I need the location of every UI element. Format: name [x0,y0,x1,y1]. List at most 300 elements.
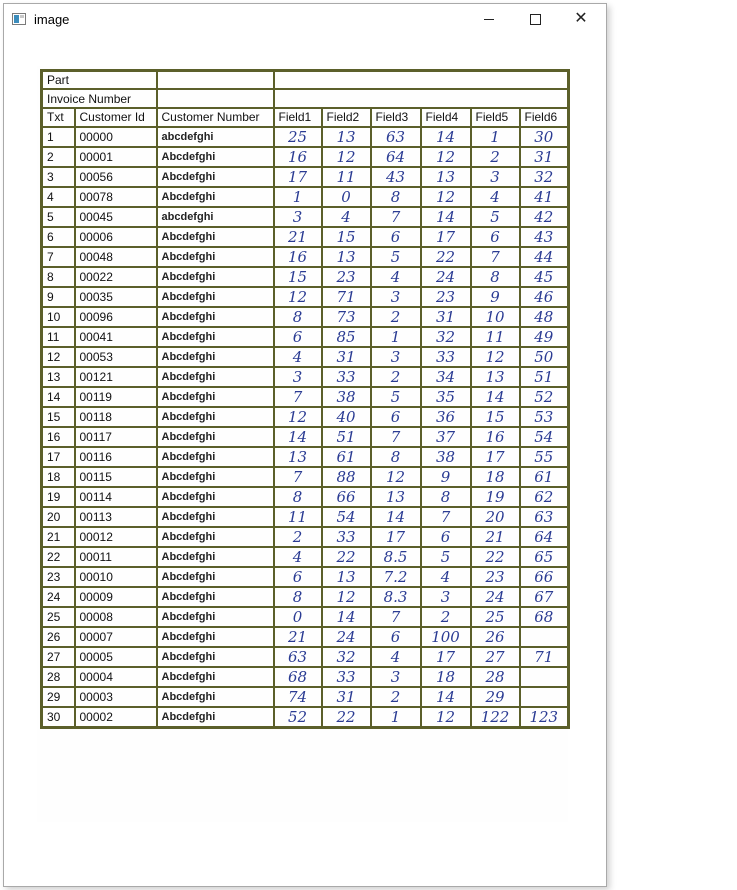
field2-header: Field2 [322,108,371,127]
field5-cell: 21 [471,527,520,547]
field5-cell: 18 [471,467,520,487]
field4-cell: 12 [421,187,471,207]
field1-cell: 0 [274,607,322,627]
table-row [42,527,569,547]
field4-cell: 13 [421,167,471,187]
field4-cell: 23 [421,287,471,307]
customer-number-cell: Abcdefghi [157,447,274,467]
field2-cell: 13 [322,127,371,147]
table-row [42,167,569,187]
txt-cell: 3 [42,167,75,187]
txt-cell: 13 [42,367,75,387]
field2-cell: 31 [322,687,371,707]
customer-number-cell: Abcdefghi [157,427,274,447]
field3-cell: 8 [371,187,421,207]
field4-cell: 35 [421,387,471,407]
customer-id-cell: 00045 [75,207,157,227]
field5-cell: 15 [471,407,520,427]
table-row [42,147,569,167]
txt-cell: 25 [42,607,75,627]
field4-cell: 12 [421,707,471,728]
customer-id-cell: 00002 [75,707,157,728]
field6-cell: 41 [520,187,569,207]
field5-cell: 3 [471,167,520,187]
field2-cell: 32 [322,647,371,667]
field1-cell: 21 [274,227,322,247]
customer-number-cell: Abcdefghi [157,487,274,507]
customer-number-cell: Abcdefghi [157,687,274,707]
field2-cell: 33 [322,527,371,547]
field2-cell: 0 [322,187,371,207]
customer-id-cell: 00022 [75,267,157,287]
txt-cell: 5 [42,207,75,227]
txt-cell: 18 [42,467,75,487]
customer-number-cell: Abcdefghi [157,247,274,267]
field5-cell: 10 [471,307,520,327]
customer-number-cell: Abcdefghi [157,167,274,187]
close-icon: ✕ [574,10,588,27]
field1-cell: 4 [274,547,322,567]
field2-cell: 24 [322,627,371,647]
form-table [40,69,570,729]
field6-cell: 66 [520,567,569,587]
customer-id-cell: 00011 [75,547,157,567]
field3-cell: 6 [371,227,421,247]
field3-cell: 7.2 [371,567,421,587]
customer-number-cell: abcdefghi [157,127,274,147]
customer-number-cell: Abcdefghi [157,287,274,307]
customer-id-cell: 00113 [75,507,157,527]
field6-cell [520,687,569,707]
customer-number-cell: Abcdefghi [157,547,274,567]
field6-cell: 53 [520,407,569,427]
field5-cell: 27 [471,647,520,667]
table-row [42,587,569,607]
customer-id-cell: 00119 [75,387,157,407]
field6-cell: 64 [520,527,569,547]
customer-id-cell: 00010 [75,567,157,587]
txt-cell: 22 [42,547,75,567]
scanned-form [37,66,568,822]
customer-id-cell: 00121 [75,367,157,387]
invoice-label: Invoice Number [42,89,157,108]
field3-cell: 2 [371,687,421,707]
field2-cell: 33 [322,367,371,387]
field2-cell: 12 [322,147,371,167]
field2-cell: 31 [322,347,371,367]
field3-cell: 4 [371,647,421,667]
field1-cell: 52 [274,707,322,728]
field3-cell: 5 [371,247,421,267]
field6-cell: 55 [520,447,569,467]
field6-cell: 123 [520,707,569,728]
field3-cell: 6 [371,627,421,647]
field3-cell: 17 [371,527,421,547]
txt-cell: 1 [42,127,75,147]
invoice-row [42,89,569,108]
field4-cell: 2 [421,607,471,627]
customer-id-cell: 00116 [75,447,157,467]
field6-cell: 61 [520,467,569,487]
field4-cell: 31 [421,307,471,327]
field5-cell: 9 [471,287,520,307]
field2-cell: 15 [322,227,371,247]
field3-cell: 3 [371,347,421,367]
field2-cell: 13 [322,567,371,587]
field1-cell: 7 [274,387,322,407]
field1-cell: 3 [274,367,322,387]
customer-id-cell: 00117 [75,427,157,447]
field6-cell: 32 [520,167,569,187]
txt-cell: 23 [42,567,75,587]
field6-cell: 45 [520,267,569,287]
field6-header: Field6 [520,108,569,127]
table-row [42,427,569,447]
field6-cell: 62 [520,487,569,507]
field3-cell: 7 [371,607,421,627]
table-row [42,327,569,347]
customer-number-cell: Abcdefghi [157,667,274,687]
txt-cell: 15 [42,407,75,427]
field1-cell: 21 [274,627,322,647]
txt-cell: 14 [42,387,75,407]
customer-number-cell: Abcdefghi [157,587,274,607]
customer-id-cell: 00053 [75,347,157,367]
maximize-button[interactable] [512,4,558,34]
table-row [42,407,569,427]
part-value [157,71,274,90]
txt-cell: 21 [42,527,75,547]
field1-cell: 8 [274,307,322,327]
txt-cell: 12 [42,347,75,367]
customer-id-cell: 00118 [75,407,157,427]
field6-cell: 30 [520,127,569,147]
field3-cell: 8 [371,447,421,467]
customer-id-cell: 00048 [75,247,157,267]
field4-cell: 5 [421,547,471,567]
table-row [42,187,569,207]
field6-cell: 63 [520,507,569,527]
field1-cell: 1 [274,187,322,207]
field2-cell: 13 [322,247,371,267]
field4-cell: 6 [421,527,471,547]
customer-number-cell: Abcdefghi [157,407,274,427]
window-title: image [34,11,70,27]
field3-cell: 6 [371,407,421,427]
field6-cell: 52 [520,387,569,407]
field5-cell: 26 [471,627,520,647]
field1-cell: 13 [274,447,322,467]
customer-id-cell: 00035 [75,287,157,307]
table-row [42,267,569,287]
table-row [42,247,569,267]
customer-id-cell: 00041 [75,327,157,347]
table-row [42,287,569,307]
customer-number-cell: Abcdefghi [157,347,274,367]
field1-cell: 8 [274,587,322,607]
field6-cell: 54 [520,427,569,447]
field6-cell: 42 [520,207,569,227]
customer-number-cell: Abcdefghi [157,647,274,667]
customer-number-cell: abcdefghi [157,207,274,227]
customer-number-cell: Abcdefghi [157,367,274,387]
customer-number-cell: Abcdefghi [157,567,274,587]
table-row [42,347,569,367]
app-icon [12,13,26,25]
customer-number-cell: Abcdefghi [157,227,274,247]
title-bar[interactable] [4,4,606,34]
field1-cell: 68 [274,667,322,687]
txt-cell: 26 [42,627,75,647]
customer-id-header: Customer Id [75,108,157,127]
field2-cell: 51 [322,427,371,447]
field5-cell: 16 [471,427,520,447]
field1-header: Field1 [274,108,322,127]
customer-number-cell: Abcdefghi [157,327,274,347]
txt-cell: 7 [42,247,75,267]
field4-cell: 24 [421,267,471,287]
field3-cell: 7 [371,207,421,227]
field4-header: Field4 [421,108,471,127]
field1-cell: 14 [274,427,322,447]
field5-header: Field5 [471,108,520,127]
field2-cell: 33 [322,667,371,687]
field1-cell: 17 [274,167,322,187]
field4-cell: 32 [421,327,471,347]
field3-cell: 13 [371,487,421,507]
field1-cell: 25 [274,127,322,147]
field4-cell: 18 [421,667,471,687]
txt-cell: 10 [42,307,75,327]
field5-cell: 14 [471,387,520,407]
field3-cell: 2 [371,307,421,327]
field6-cell: 44 [520,247,569,267]
field5-cell: 8 [471,267,520,287]
field3-cell: 1 [371,707,421,728]
txt-cell: 24 [42,587,75,607]
field3-cell: 64 [371,147,421,167]
customer-number-cell: Abcdefghi [157,147,274,167]
field3-cell: 1 [371,327,421,347]
customer-number-cell: Abcdefghi [157,607,274,627]
minimize-button[interactable] [466,4,512,34]
customer-id-cell: 00115 [75,467,157,487]
customer-number-cell: Abcdefghi [157,387,274,407]
field5-cell: 5 [471,207,520,227]
field2-cell: 71 [322,287,371,307]
table-row [42,467,569,487]
customer-id-cell: 00004 [75,667,157,687]
txt-header: Txt [42,108,75,127]
field3-cell: 3 [371,287,421,307]
field2-cell: 85 [322,327,371,347]
part-extra [274,71,569,90]
close-button[interactable] [558,4,604,34]
field6-cell: 67 [520,587,569,607]
txt-cell: 9 [42,287,75,307]
field6-cell [520,667,569,687]
field5-cell: 17 [471,447,520,467]
field1-cell: 74 [274,687,322,707]
field4-cell: 22 [421,247,471,267]
field1-cell: 15 [274,267,322,287]
field5-cell: 1 [471,127,520,147]
field4-cell: 100 [421,627,471,647]
field2-cell: 73 [322,307,371,327]
field6-cell: 68 [520,607,569,627]
field1-cell: 16 [274,247,322,267]
part-row [42,71,569,90]
field3-cell: 4 [371,267,421,287]
field4-cell: 33 [421,347,471,367]
field3-cell: 5 [371,387,421,407]
customer-number-cell: Abcdefghi [157,527,274,547]
field5-cell: 24 [471,587,520,607]
field5-cell: 22 [471,547,520,567]
field4-cell: 34 [421,367,471,387]
field4-cell: 4 [421,567,471,587]
field3-cell: 8.5 [371,547,421,567]
table-row [42,647,569,667]
field4-cell: 14 [421,207,471,227]
field4-cell: 9 [421,467,471,487]
field1-cell: 3 [274,207,322,227]
field5-cell: 6 [471,227,520,247]
txt-cell: 11 [42,327,75,347]
table-row [42,507,569,527]
table-row [42,307,569,327]
field5-cell: 19 [471,487,520,507]
txt-cell: 30 [42,707,75,728]
field6-cell: 46 [520,287,569,307]
txt-cell: 2 [42,147,75,167]
field1-cell: 8 [274,487,322,507]
image-window [3,3,607,887]
field6-cell [520,627,569,647]
field1-cell: 16 [274,147,322,167]
field6-cell: 48 [520,307,569,327]
table-row [42,127,569,147]
customer-id-cell: 00003 [75,687,157,707]
field4-cell: 14 [421,127,471,147]
txt-cell: 29 [42,687,75,707]
field3-cell: 3 [371,667,421,687]
field4-cell: 14 [421,687,471,707]
table-row [42,207,569,227]
field4-cell: 3 [421,587,471,607]
customer-id-cell: 00056 [75,167,157,187]
field3-cell: 43 [371,167,421,187]
field2-cell: 4 [322,207,371,227]
field5-cell: 29 [471,687,520,707]
field2-cell: 22 [322,547,371,567]
field5-cell: 4 [471,187,520,207]
field1-cell: 6 [274,327,322,347]
field2-cell: 38 [322,387,371,407]
field3-cell: 7 [371,427,421,447]
field4-cell: 8 [421,487,471,507]
field1-cell: 4 [274,347,322,367]
txt-cell: 6 [42,227,75,247]
table-row [42,667,569,687]
txt-cell: 4 [42,187,75,207]
invoice-extra [274,89,569,108]
customer-id-cell: 00009 [75,587,157,607]
field2-cell: 23 [322,267,371,287]
customer-id-cell: 00096 [75,307,157,327]
table-row [42,227,569,247]
field4-cell: 37 [421,427,471,447]
field6-cell: 65 [520,547,569,567]
maximize-icon [530,14,541,25]
txt-cell: 8 [42,267,75,287]
customer-id-cell: 00008 [75,607,157,627]
field2-cell: 14 [322,607,371,627]
field2-cell: 61 [322,447,371,467]
customer-number-cell: Abcdefghi [157,187,274,207]
table-row [42,547,569,567]
field5-cell: 23 [471,567,520,587]
field3-cell: 8.3 [371,587,421,607]
table-row [42,447,569,467]
field6-cell: 50 [520,347,569,367]
field4-cell: 12 [421,147,471,167]
field6-cell: 43 [520,227,569,247]
field4-cell: 36 [421,407,471,427]
part-label: Part [42,71,157,90]
field6-cell: 31 [520,147,569,167]
field1-cell: 7 [274,467,322,487]
customer-number-cell: Abcdefghi [157,467,274,487]
customer-number-cell: Abcdefghi [157,627,274,647]
customer-id-cell: 00114 [75,487,157,507]
field1-cell: 12 [274,287,322,307]
field5-cell: 13 [471,367,520,387]
field2-cell: 40 [322,407,371,427]
customer-id-cell: 00005 [75,647,157,667]
customer-number-cell: Abcdefghi [157,267,274,287]
table-row [42,707,569,728]
customer-id-cell: 00001 [75,147,157,167]
field5-cell: 28 [471,667,520,687]
txt-cell: 17 [42,447,75,467]
field5-cell: 12 [471,347,520,367]
field3-cell: 14 [371,507,421,527]
field2-cell: 66 [322,487,371,507]
field3-cell: 12 [371,467,421,487]
field5-cell: 2 [471,147,520,167]
field6-cell: 51 [520,367,569,387]
invoice-value [157,89,274,108]
field3-cell: 2 [371,367,421,387]
field1-cell: 63 [274,647,322,667]
field1-cell: 11 [274,507,322,527]
customer-id-cell: 00078 [75,187,157,207]
table-row [42,487,569,507]
field6-cell: 49 [520,327,569,347]
field2-cell: 12 [322,587,371,607]
customer-id-cell: 00006 [75,227,157,247]
field5-cell: 7 [471,247,520,267]
field5-cell: 25 [471,607,520,627]
field6-cell: 71 [520,647,569,667]
field4-cell: 17 [421,647,471,667]
txt-cell: 19 [42,487,75,507]
field2-cell: 54 [322,507,371,527]
column-header-row [42,108,569,127]
table-row [42,627,569,647]
field4-cell: 38 [421,447,471,467]
